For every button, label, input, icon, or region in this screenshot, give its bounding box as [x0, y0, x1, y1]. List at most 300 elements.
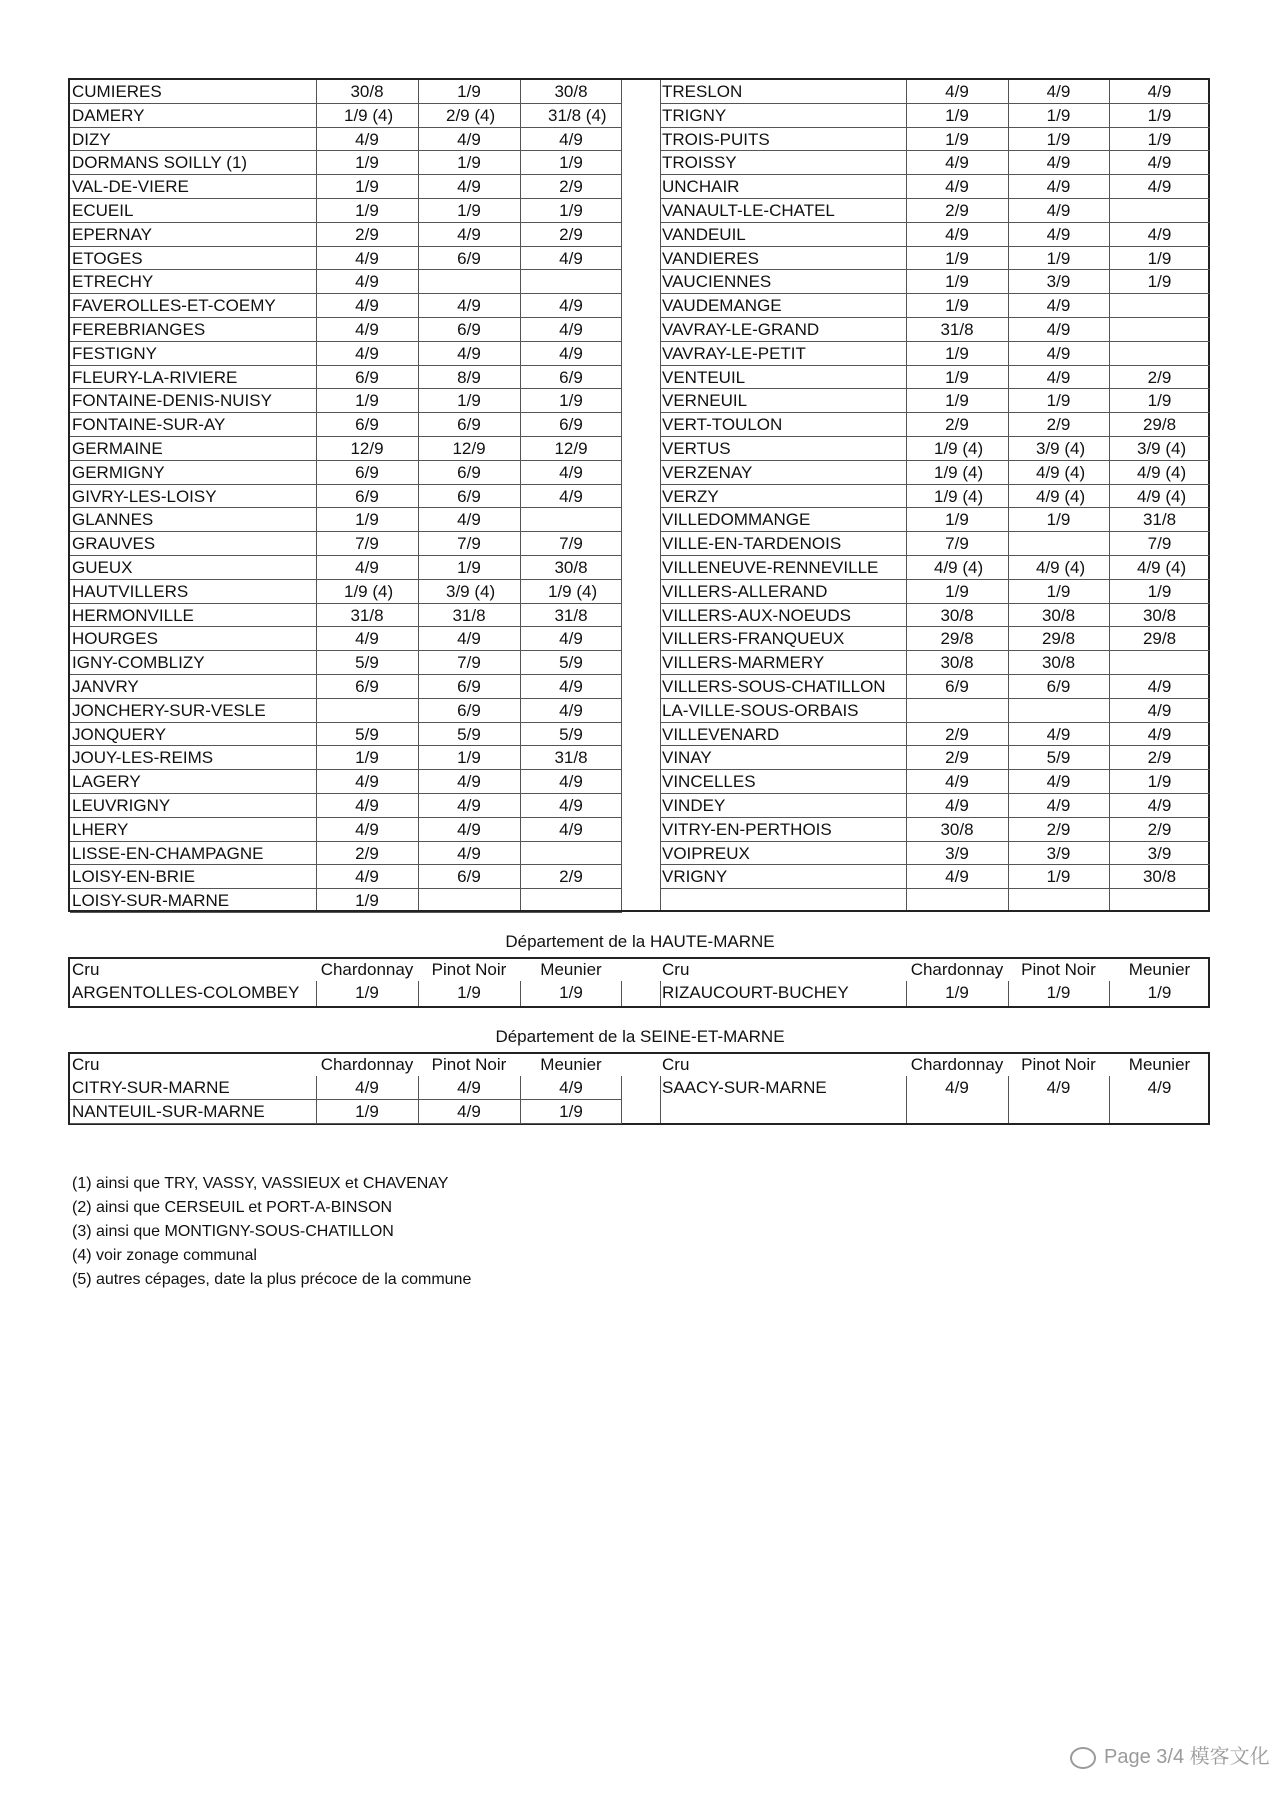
chardonnay-cell: 1/9: [355, 1101, 379, 1121]
meunier-cell: 2/9: [1147, 367, 1172, 387]
table-row: [70, 627, 622, 651]
chardonnay-cell: 1/9: [945, 581, 969, 601]
cru-cell: JANVRY: [72, 677, 139, 696]
chardonnay-cell: 1/9: [355, 891, 379, 911]
chardonnay-cell: 6/9: [355, 415, 379, 435]
seine-et-marne-table: [68, 1052, 1210, 1125]
table-header-row: [660, 1054, 1210, 1076]
footnote: (5) autres cépages, date la plus précoce de la commune: [72, 1271, 472, 1288]
table-row: [70, 981, 622, 1005]
chardonnay-cell: 4/9: [355, 129, 379, 149]
chardonnay-cell: 1/9 (4): [934, 486, 984, 506]
haute-marne-title: Département de la HAUTE-MARNE: [505, 932, 775, 951]
cru-cell: ARGENTOLLES-COLOMBEY: [72, 983, 300, 1002]
header-chardonnay: Chardonnay: [320, 1055, 414, 1074]
chardonnay-cell: 5/9: [355, 653, 379, 673]
chardonnay-cell: 4/9: [945, 224, 969, 244]
pinot-noir-cell: 3/9: [1046, 843, 1071, 863]
cru-cell: VILLERS-AUX-NOEUDS: [662, 605, 851, 625]
chardonnay-cell: 12/9: [350, 439, 384, 458]
chardonnay-cell: 1/9: [355, 510, 379, 530]
meunier-cell: 4/9: [559, 1078, 583, 1097]
seine-et-marne-title: Département de la SEINE-ET-MARNE: [495, 1027, 785, 1046]
table-row: [660, 437, 1210, 461]
table-row: [660, 794, 1210, 818]
meunier-cell: 4/9: [1147, 677, 1172, 696]
meunier-cell: 2/9: [1147, 748, 1172, 768]
header-cru: Cru: [662, 1055, 690, 1074]
cru-cell: GRAUVES: [72, 534, 156, 554]
cru-cell: FLEURY-LA-RIVIERE: [72, 367, 238, 387]
meunier-cell: 29/8: [1142, 629, 1177, 649]
table-row: [660, 151, 1210, 175]
pinot-noir-cell: 1/9: [457, 748, 481, 768]
chardonnay-cell: 4/9: [355, 248, 379, 268]
pinot-noir-cell: 4/9 (4): [1036, 462, 1086, 482]
table-row: [70, 794, 622, 818]
cru-cell: TRIGNY: [662, 105, 727, 125]
pinot-noir-cell: 1/9: [457, 153, 481, 173]
chardonnay-cell: 1/9: [355, 201, 379, 220]
chardonnay-cell: 30/8: [940, 653, 974, 673]
pinot-noir-cell: 4/9: [1046, 177, 1071, 197]
chardonnay-cell: 1/9 (4): [934, 439, 984, 458]
table-row: [660, 318, 1210, 342]
pinot-noir-cell: 4/9: [1046, 201, 1071, 220]
meunier-cell: 4/9: [559, 486, 583, 506]
chardonnay-cell: 2/9: [945, 724, 969, 744]
table-row: [660, 651, 1210, 675]
cru-cell: HERMONVILLE: [72, 605, 194, 625]
table-row: [70, 389, 622, 413]
chardonnay-cell: 4/9 (4): [934, 558, 984, 577]
meunier-cell: 6/9: [559, 415, 583, 435]
pinot-noir-cell: 1/9: [1046, 129, 1071, 149]
pinot-noir-cell: 1/9: [1046, 867, 1071, 887]
cru-cell: FEREBRIANGES: [72, 320, 206, 339]
cru-cell: ETRECHY: [72, 272, 154, 292]
pinot-noir-cell: 3/9: [1046, 272, 1071, 292]
pinot-noir-cell: 4/9: [457, 343, 481, 363]
chardonnay-cell: 4/9: [945, 867, 969, 887]
chardonnay-cell: 4/9: [355, 558, 379, 577]
meunier-cell: 1/9: [559, 1101, 583, 1121]
table-row: [70, 842, 622, 866]
chardonnay-cell: 1/9: [355, 153, 379, 173]
table-row: [70, 128, 622, 152]
meunier-cell: 29/8: [1142, 415, 1177, 435]
table-row: [660, 627, 1210, 651]
cru-cell: GERMIGNY: [72, 462, 165, 482]
cru-cell: VANDEUIL: [662, 224, 746, 244]
pinot-noir-cell: 5/9: [1046, 748, 1071, 768]
meunier-cell: 1/9: [1147, 272, 1172, 292]
chardonnay-cell: 1/9 (4): [344, 105, 394, 125]
header-meunier: Meunier: [1128, 1055, 1191, 1074]
chardonnay-cell: 1/9: [355, 983, 379, 1002]
meunier-cell: 4/9: [559, 320, 583, 339]
cru-cell: VILLERS-MARMERY: [662, 653, 825, 673]
pinot-noir-cell: 4/9: [457, 1078, 481, 1097]
cru-cell: RIZAUCOURT-BUCHEY: [662, 983, 849, 1002]
table-row: [660, 461, 1210, 485]
footnote: (2) ainsi que CERSEUIL et PORT-A-BINSON: [72, 1199, 393, 1216]
table-row: [70, 485, 622, 509]
pinot-noir-cell: 6/9: [457, 462, 481, 482]
table-row: [70, 532, 622, 556]
meunier-cell: 4/9: [1147, 153, 1172, 173]
pinot-noir-cell: 3/9 (4): [1036, 439, 1086, 458]
chardonnay-cell: 1/9: [945, 105, 969, 125]
chardonnay-cell: 1/9: [945, 248, 969, 268]
meunier-cell: 1/9: [1147, 391, 1172, 411]
pinot-noir-cell: 4/9: [457, 296, 481, 316]
table-row: [660, 223, 1210, 247]
chardonnay-cell: 4/9: [355, 796, 379, 815]
table-header-row: [660, 959, 1210, 981]
cru-cell: VERTUS: [662, 439, 731, 458]
cru-cell: TROIS-PUITS: [662, 129, 770, 149]
pinot-noir-cell: 4/9: [1046, 153, 1071, 173]
pinot-noir-cell: 1/9: [457, 201, 481, 220]
cru-cell: EPERNAY: [72, 224, 152, 244]
pinot-noir-cell: 6/9: [457, 486, 481, 506]
table-row: [660, 675, 1210, 699]
chardonnay-cell: 1/9: [945, 510, 969, 530]
meunier-cell: 1/9: [559, 391, 583, 411]
pinot-noir-cell: [418, 270, 520, 293]
meunier-cell: 1/9: [1147, 105, 1172, 125]
pinot-noir-cell: 2/9: [1046, 415, 1071, 435]
cru-cell: GUEUX: [72, 558, 133, 577]
pinot-noir-cell: [418, 889, 520, 912]
chardonnay-cell: 4/9: [945, 177, 969, 197]
meunier-cell: 6/9: [559, 367, 583, 387]
table-row: [70, 151, 622, 175]
chardonnay-cell: 7/9: [945, 534, 969, 554]
footnote: (3) ainsi que MONTIGNY-SOUS-CHATILLON: [72, 1223, 394, 1240]
header-chardonnay: Chardonnay: [910, 960, 1004, 979]
table-row: [660, 865, 1210, 889]
table-row: [660, 247, 1210, 271]
haute-marne-table-right: [660, 959, 1210, 1006]
meunier-cell: 4/9: [559, 677, 583, 696]
cru-cell: VILLERS-SOUS-CHATILLON: [662, 677, 886, 696]
table-row: [70, 175, 622, 199]
meunier-cell: 4/9: [1147, 700, 1172, 720]
chardonnay-cell: 2/9: [355, 843, 379, 863]
chardonnay-cell: 4/9: [355, 772, 379, 792]
meunier-cell: 4/9: [559, 462, 583, 482]
pinot-noir-cell: 4/9: [457, 629, 481, 649]
meunier-cell: 3/9 (4): [1137, 439, 1187, 458]
cru-cell: LA-VILLE-SOUS-ORBAIS: [662, 700, 859, 720]
meunier-cell: 4/9: [1147, 177, 1172, 197]
table-header-row: [70, 1054, 622, 1076]
chardonnay-cell: 4/9: [355, 320, 379, 339]
meunier-cell: 2/9: [559, 867, 583, 887]
chardonnay-cell: 4/9: [355, 629, 379, 649]
chardonnay-cell: [316, 699, 418, 722]
table-row: [660, 389, 1210, 413]
table-row: [70, 699, 622, 723]
table-row: [660, 80, 1210, 104]
chardonnay-cell: 2/9: [355, 224, 379, 244]
pinot-noir-cell: 4/9: [457, 129, 481, 149]
pinot-noir-cell: 1/9: [457, 391, 481, 411]
pinot-noir-cell: 4/9: [1046, 724, 1071, 744]
table-row: [70, 746, 622, 770]
chardonnay-cell: 1/9 (4): [344, 581, 394, 601]
chardonnay-cell: 4/9: [355, 272, 379, 292]
table-row: [70, 461, 622, 485]
pinot-noir-cell: 4/9: [457, 843, 481, 863]
table-row: [660, 699, 1210, 723]
cru-cell: VILLENEUVE-RENNEVILLE: [662, 558, 879, 577]
table-row: [660, 128, 1210, 152]
meunier-cell: 7/9: [559, 534, 583, 554]
header-cru: Cru: [662, 960, 690, 979]
meunier-cell: 4/9: [1147, 82, 1172, 101]
chardonnay-cell: 4/9: [355, 867, 379, 887]
meunier-cell: 1/9: [1147, 581, 1172, 601]
meunier-cell: 12/9: [554, 439, 588, 458]
header-meunier: Meunier: [540, 1055, 602, 1074]
chardonnay-cell: 1/9 (4): [934, 462, 984, 482]
chardonnay-cell: 31/8: [350, 605, 384, 625]
table-row: [660, 580, 1210, 604]
meunier-cell: 1/9: [559, 201, 583, 220]
meunier-cell: 5/9: [559, 653, 583, 673]
chardonnay-cell: 1/9: [945, 983, 969, 1002]
cru-cell: DIZY: [72, 129, 111, 149]
pinot-noir-cell: 1/9: [1046, 105, 1071, 125]
table-row: [660, 199, 1210, 223]
meunier-cell: 31/8: [554, 748, 588, 768]
meunier-cell: 4/9 (4): [1137, 558, 1187, 577]
seine-et-marne-table-right: [660, 1054, 1210, 1123]
marne-table-left: [70, 80, 622, 910]
pinot-noir-cell: 4/9: [1046, 772, 1071, 792]
chardonnay-cell: 4/9: [355, 1078, 379, 1097]
table-row: [70, 366, 622, 390]
meunier-cell: 1/9: [559, 153, 583, 173]
pinot-noir-cell: 6/9: [457, 248, 481, 268]
cru-cell: VERNEUIL: [662, 391, 748, 411]
cru-cell: IGNY-COMBLIZY: [72, 653, 205, 673]
table-row: [660, 342, 1210, 366]
pinot-noir-cell: 3/9 (4): [446, 581, 496, 601]
pinot-noir-cell: [1008, 532, 1109, 555]
meunier-cell: 1/9: [1147, 772, 1172, 792]
pinot-noir-cell: 4/9: [457, 177, 481, 197]
chardonnay-cell: 30/8: [940, 819, 974, 839]
cru-cell: VENTEUIL: [662, 367, 746, 387]
table-row: [660, 981, 1210, 1005]
table-row: [70, 770, 622, 794]
table-row: [70, 247, 622, 271]
pinot-noir-cell: 4/9: [457, 1101, 481, 1121]
table-row: [660, 366, 1210, 390]
chardonnay-cell: [906, 699, 1008, 722]
meunier-cell: 31/8: [1142, 510, 1177, 530]
pinot-noir-cell: [1008, 699, 1109, 722]
marne-table: [68, 78, 1210, 912]
table-row: [660, 746, 1210, 770]
meunier-cell: 4/9: [559, 772, 583, 792]
footnote: (4) voir zonage communal: [72, 1247, 257, 1264]
cru-cell: FESTIGNY: [72, 343, 158, 363]
marne-table-right: [660, 80, 1210, 910]
chardonnay-cell: 4/9: [945, 1078, 969, 1097]
cru-cell: VANDIERES: [662, 248, 759, 268]
cru-cell: VAVRAY-LE-GRAND: [662, 320, 820, 339]
pinot-noir-cell: 4/9: [1046, 367, 1071, 387]
cru-cell: FONTAINE-DENIS-NUISY: [72, 391, 272, 411]
meunier-cell: 4/9: [1147, 224, 1172, 244]
pinot-noir-cell: 4/9 (4): [1036, 558, 1086, 577]
table-row: [70, 651, 622, 675]
cru-cell: UNCHAIR: [662, 177, 740, 197]
pinot-noir-cell: 4/9: [1046, 296, 1071, 316]
cru-cell: LAGERY: [72, 772, 141, 792]
header-pinot-noir: Pinot Noir: [431, 960, 507, 979]
table-row: [70, 80, 622, 104]
pinot-noir-cell: 2/9: [1046, 819, 1071, 839]
pinot-noir-cell: 6/9: [457, 677, 481, 696]
meunier-cell: [1109, 294, 1210, 317]
cru-cell: GLANNES: [72, 510, 154, 530]
table-row: [70, 865, 622, 889]
cru-cell: CUMIERES: [72, 82, 162, 101]
meunier-cell: 4/9: [559, 629, 583, 649]
pinot-noir-cell: 7/9: [457, 653, 481, 673]
pinot-noir-cell: 4/9: [1046, 82, 1071, 101]
cru-cell: SAACY-SUR-MARNE: [662, 1078, 827, 1097]
meunier-cell: 4/9: [1147, 724, 1172, 744]
chardonnay-cell: 1/9: [355, 177, 379, 197]
meunier-cell: 30/8: [554, 82, 588, 101]
pinot-noir-cell: 12/9: [452, 439, 486, 458]
table-row: [70, 413, 622, 437]
cru-cell: LEUVRIGNY: [72, 796, 171, 815]
watermark: [1070, 1740, 1270, 1769]
table-row: [660, 818, 1210, 842]
cru-cell: HAUTVILLERS: [72, 581, 189, 601]
chardonnay-cell: 1/9: [355, 391, 379, 411]
header-chardonnay: Chardonnay: [320, 960, 414, 979]
cru-cell: LISSE-EN-CHAMPAGNE: [72, 843, 264, 863]
chardonnay-cell: 1/9: [945, 391, 969, 411]
table-row: [70, 270, 622, 294]
meunier-cell: 1/9: [1147, 248, 1172, 268]
cru-cell: VERT-TOULON: [662, 415, 783, 435]
meunier-cell: 4/9: [559, 819, 583, 839]
chardonnay-cell: 1/9: [945, 272, 969, 292]
meunier-cell: 4/9: [559, 296, 583, 316]
chardonnay-cell: 3/9: [945, 843, 969, 863]
cru-cell: DAMERY: [72, 105, 145, 125]
chardonnay-cell: 2/9: [945, 415, 969, 435]
meunier-cell: 2/9: [1147, 819, 1172, 839]
chardonnay-cell: 30/8: [940, 605, 974, 625]
meunier-cell: 1/9: [559, 983, 583, 1002]
cru-cell: VOIPREUX: [662, 843, 750, 863]
cru-cell: VERZENAY: [662, 462, 753, 482]
cru-cell: VILLERS-ALLERAND: [662, 581, 828, 601]
pinot-noir-cell: 6/9: [1046, 677, 1071, 696]
chardonnay-cell: 4/9: [945, 772, 969, 792]
chardonnay-cell: 6/9: [355, 677, 379, 696]
cru-cell: FAVEROLLES-ET-COEMY: [72, 296, 276, 316]
cru-cell: VINAY: [662, 748, 712, 768]
pinot-noir-cell: 4/9: [457, 224, 481, 244]
cru-cell: GERMAINE: [72, 439, 163, 458]
meunier-cell: [520, 508, 622, 531]
pinot-noir-cell: 1/9: [1046, 248, 1071, 268]
cru-cell: HOURGES: [72, 629, 158, 649]
pinot-noir-cell: 1/9: [1046, 391, 1071, 411]
header-pinot-noir: Pinot Noir: [1021, 1055, 1096, 1074]
table-row: [70, 437, 622, 461]
meunier-cell: 2/9: [559, 224, 583, 244]
pinot-noir-cell: 30/8: [1041, 605, 1076, 625]
chardonnay-cell: 31/8: [940, 320, 974, 339]
cru-cell: VAUDEMANGE: [662, 296, 782, 316]
pinot-noir-cell: 6/9: [457, 415, 481, 435]
chardonnay-cell: 6/9: [945, 677, 969, 696]
table-row: [70, 318, 622, 342]
table-row: [70, 723, 622, 747]
cru-cell: VAVRAY-LE-PETIT: [662, 343, 806, 363]
table-row: [70, 556, 622, 580]
cru-cell: LOISY-EN-BRIE: [72, 867, 196, 887]
cru-cell: VAL-DE-VIERE: [72, 177, 189, 197]
meunier-cell: 30/8: [1142, 867, 1177, 887]
chardonnay-cell: 2/9: [945, 748, 969, 768]
chardonnay-cell: 4/9: [355, 296, 379, 316]
cru-cell: JOUY-LES-REIMS: [72, 748, 214, 768]
chardonnay-cell: 4/9: [945, 153, 969, 173]
pinot-noir-cell: 6/9: [457, 320, 481, 339]
chardonnay-cell: 1/9: [355, 748, 379, 768]
pinot-noir-cell: 1/9: [1046, 581, 1071, 601]
table-row: [660, 604, 1210, 628]
haute-marne-table-left: [70, 959, 622, 1006]
table-row: [660, 270, 1210, 294]
chat-bubble-icon: [1070, 1747, 1096, 1769]
table-row: [70, 889, 622, 913]
meunier-cell: [520, 270, 622, 293]
pinot-noir-cell: 4/9: [1046, 1078, 1071, 1097]
pinot-noir-cell: 2/9 (4): [446, 105, 496, 125]
pinot-noir-cell: 4/9: [457, 772, 481, 792]
table-row: [660, 294, 1210, 318]
cru-cell: DORMANS SOILLY (1): [72, 153, 248, 173]
header-cru: Cru: [72, 1055, 100, 1074]
table-row: [70, 294, 622, 318]
pinot-noir-cell: 4/9: [1046, 320, 1071, 339]
meunier-cell: 3/9: [1147, 843, 1172, 863]
meunier-cell: 4/9: [1147, 796, 1172, 815]
chardonnay-cell: 1/9: [945, 129, 969, 149]
pinot-noir-cell: 1/9: [457, 82, 481, 101]
meunier-cell: 4/9: [1147, 1078, 1172, 1097]
table-row: [660, 485, 1210, 509]
table-row: [70, 104, 622, 128]
table-row: [70, 223, 622, 247]
meunier-cell: 31/8: [554, 605, 588, 625]
